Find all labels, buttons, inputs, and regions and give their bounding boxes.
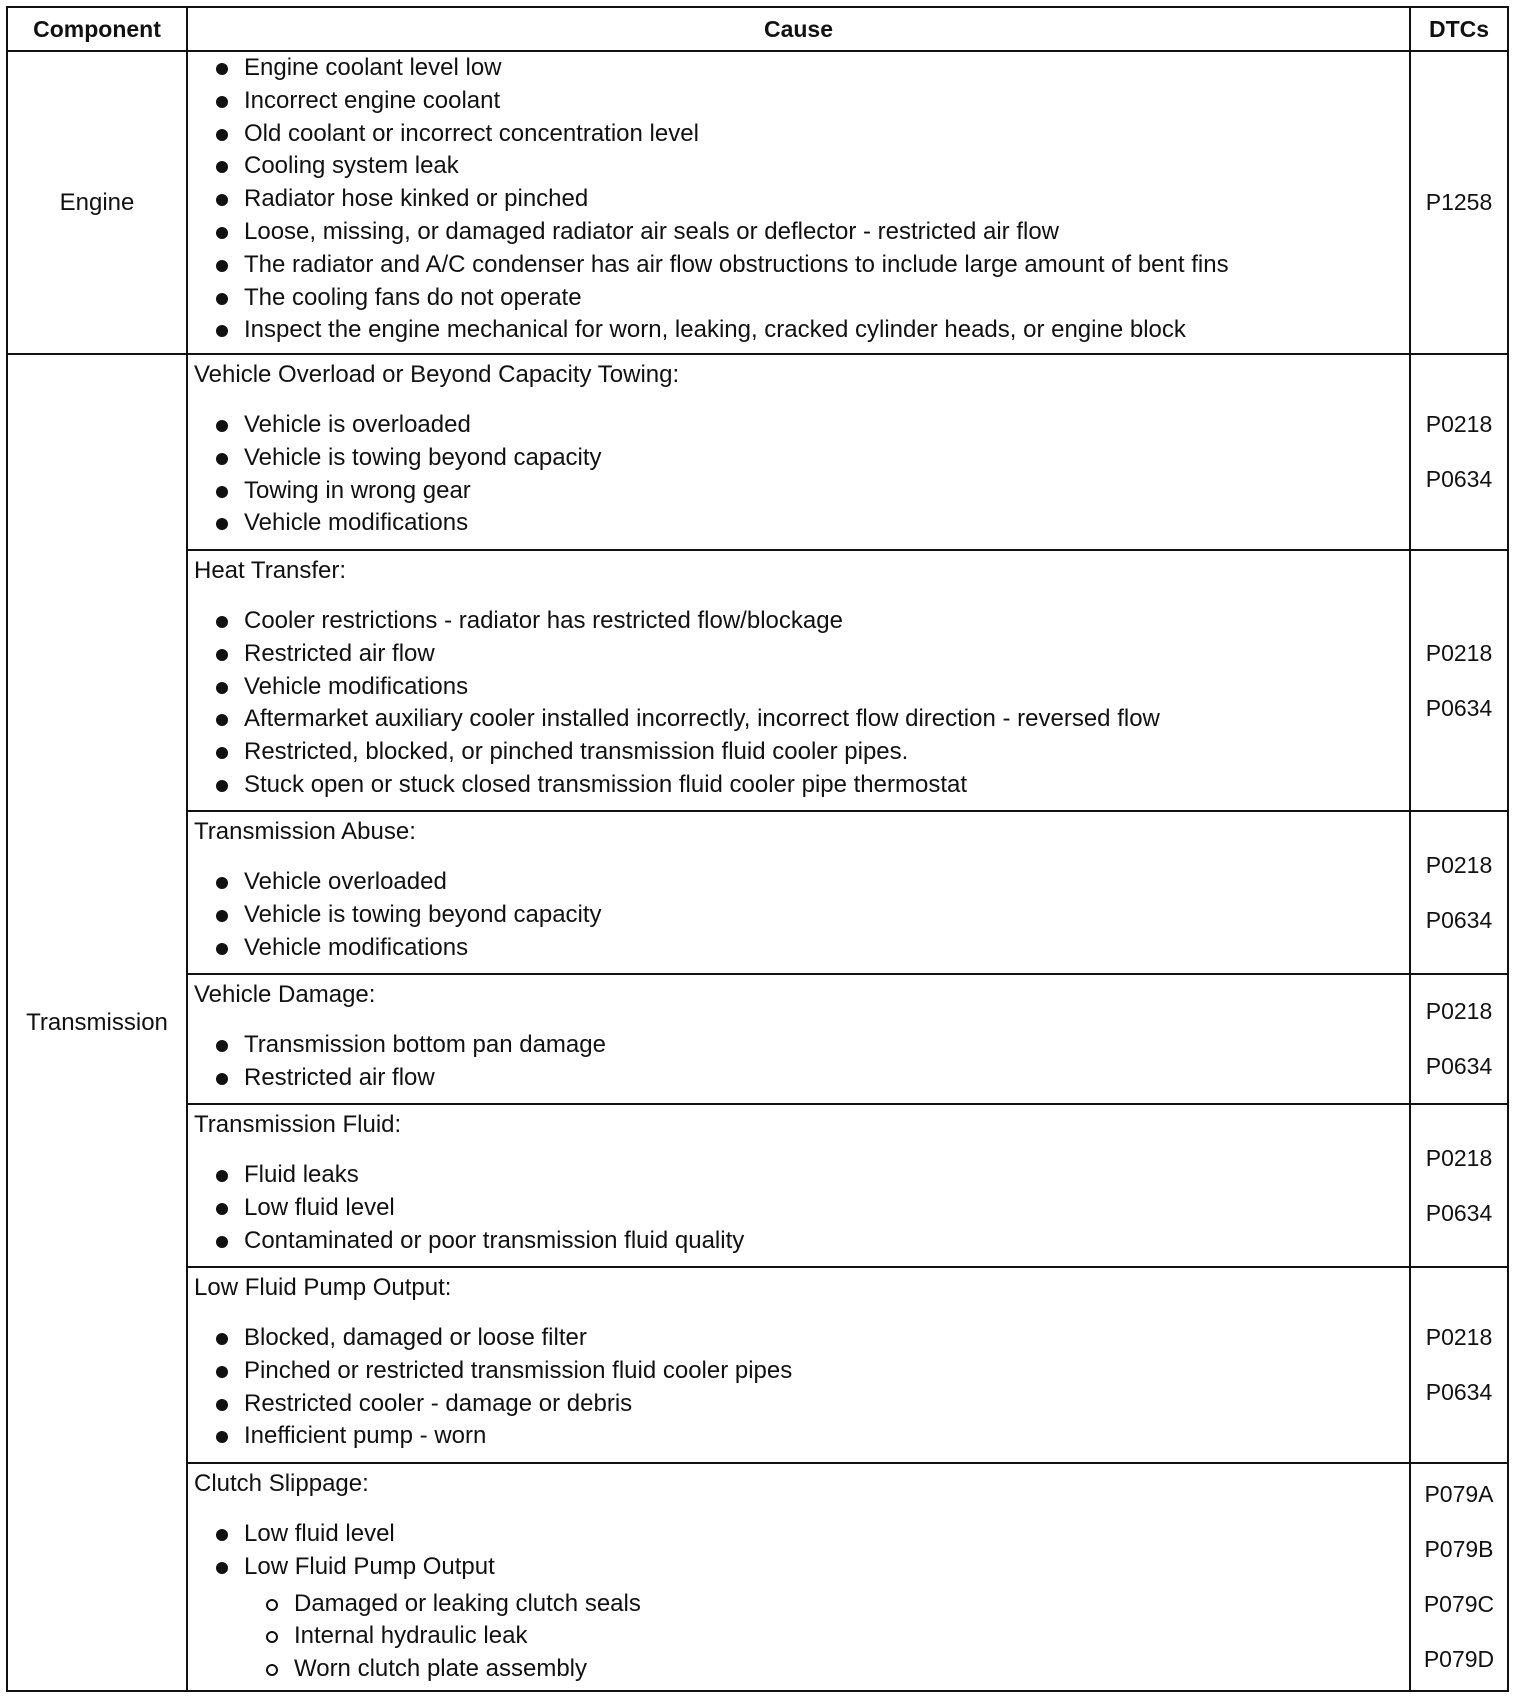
list-item: Aftermarket auxiliary cooler installed incorrectly, incorrect flow direction - reversed flow bbox=[194, 703, 1409, 736]
list-item: Vehicle is overloaded bbox=[194, 409, 1409, 442]
cause-list bbox=[194, 1029, 1409, 1099]
list-item: Pinched or restricted transmission fluid cooler pipes bbox=[194, 1355, 1409, 1388]
dtc-code: P079A bbox=[1424, 1481, 1494, 1507]
engine-cause-list bbox=[194, 52, 1409, 351]
list-item: Inefficient pump - worn bbox=[194, 1420, 1409, 1453]
dtc-code: P0218 bbox=[1425, 411, 1493, 437]
cause-list bbox=[194, 1322, 1409, 1457]
header-row bbox=[7, 7, 1508, 51]
cause-list bbox=[194, 1159, 1409, 1261]
list-item: Old coolant or incorrect concentration level bbox=[194, 118, 1409, 151]
dtc-code: P079B bbox=[1424, 1536, 1494, 1562]
cause-cell bbox=[187, 354, 1410, 550]
transmission-row-abuse bbox=[7, 811, 1508, 974]
sub-list-item: Damaged or leaking clutch seals bbox=[194, 1588, 1409, 1621]
dtc-cell bbox=[1410, 354, 1508, 550]
transmission-row-pump-output bbox=[7, 1267, 1508, 1463]
sub-list-item: Worn clutch plate assembly bbox=[194, 1653, 1409, 1686]
cause-list bbox=[194, 605, 1409, 806]
engine-row bbox=[7, 51, 1508, 354]
dtc-code: P0634 bbox=[1425, 1053, 1493, 1079]
cause-cell bbox=[187, 974, 1410, 1104]
dtc-code: P0218 bbox=[1425, 1324, 1493, 1350]
list-item: The cooling fans do not operate bbox=[194, 282, 1409, 315]
group-title: Vehicle Overload or Beyond Capacity Towing: bbox=[194, 361, 680, 388]
list-item: Blocked, damaged or loose filter bbox=[194, 1322, 1409, 1355]
dtc-code: P0218 bbox=[1425, 639, 1493, 666]
group-title: Vehicle Damage: bbox=[194, 981, 376, 1008]
list-item: The radiator and A/C condenser has air flow obstructions to include large amount of bent fins bbox=[194, 249, 1409, 282]
list-item: Vehicle is towing beyond capacity bbox=[194, 442, 1409, 475]
group-title: Heat Transfer: bbox=[194, 557, 347, 584]
list-item: Low fluid level bbox=[194, 1518, 1409, 1551]
dtc-code: P0634 bbox=[1425, 466, 1493, 492]
list-item: Inspect the engine mechanical for worn, leaking, cracked cylinder heads, or engine block bbox=[194, 314, 1409, 347]
list-item: Cooling system leak bbox=[194, 150, 1409, 183]
transmission-row-overload bbox=[7, 354, 1508, 550]
list-item: Engine coolant level low bbox=[194, 52, 1409, 85]
cause-list bbox=[194, 866, 1409, 968]
list-item: Restricted air flow bbox=[194, 1062, 1409, 1095]
list-item: Vehicle modifications bbox=[194, 671, 1409, 704]
cause-cell bbox=[187, 1463, 1410, 1691]
component-engine: Engine bbox=[7, 51, 187, 354]
dtc-code: P0218 bbox=[1425, 851, 1493, 878]
transmission-row-fluid bbox=[7, 1104, 1508, 1267]
transmission-row-damage bbox=[7, 974, 1508, 1104]
dtc-cell bbox=[1410, 1267, 1508, 1463]
diagnostic-table bbox=[6, 6, 1509, 1692]
list-item: Fluid leaks bbox=[194, 1159, 1409, 1192]
header-dtcs: DTCs bbox=[1410, 7, 1508, 51]
list-item: Restricted air flow bbox=[194, 638, 1409, 671]
engine-causes bbox=[187, 51, 1410, 354]
list-item: Stuck open or stuck closed transmission fluid cooler pipe thermostat bbox=[194, 769, 1409, 802]
cause-cell bbox=[187, 811, 1410, 974]
header-cause: Cause bbox=[187, 7, 1410, 51]
group-title: Low Fluid Pump Output: bbox=[194, 1274, 452, 1301]
group-title: Transmission Fluid: bbox=[194, 1111, 402, 1138]
header-component: Component bbox=[7, 7, 187, 51]
dtc-cell bbox=[1410, 974, 1508, 1104]
cause-list bbox=[194, 409, 1409, 544]
list-item: Vehicle modifications bbox=[194, 932, 1409, 965]
dtc-code: P0634 bbox=[1425, 906, 1493, 933]
cause-list bbox=[194, 1518, 1409, 1588]
engine-dtcs bbox=[1410, 51, 1508, 354]
sub-cause-list bbox=[194, 1588, 1409, 1686]
list-item: Contaminated or poor transmission fluid quality bbox=[194, 1225, 1409, 1258]
dtc-cell bbox=[1410, 1104, 1508, 1267]
dtc-code: P0218 bbox=[1425, 1144, 1493, 1171]
component-transmission: Transmission bbox=[7, 354, 187, 1691]
cause-cell bbox=[187, 1104, 1410, 1267]
sub-list-item: Internal hydraulic leak bbox=[194, 1620, 1409, 1653]
dtc-code: P079C bbox=[1423, 1591, 1495, 1617]
cause-cell bbox=[187, 550, 1410, 811]
list-item: Restricted, blocked, or pinched transmission fluid cooler pipes. bbox=[194, 736, 1409, 769]
dtc-cell bbox=[1410, 550, 1508, 811]
transmission-row-heat-transfer bbox=[7, 550, 1508, 811]
dtc-cell bbox=[1410, 1463, 1508, 1691]
list-item: Incorrect engine coolant bbox=[194, 85, 1409, 118]
dtc-code: P0634 bbox=[1425, 1379, 1493, 1405]
dtc-code: P0218 bbox=[1425, 998, 1493, 1024]
list-item: Loose, missing, or damaged radiator air seals or deflector - restricted air flow bbox=[194, 216, 1409, 249]
transmission-row-clutch-slippage bbox=[7, 1463, 1508, 1691]
list-item: Restricted cooler - damage or debris bbox=[194, 1388, 1409, 1421]
dtc-cell bbox=[1410, 811, 1508, 974]
dtc-code: P1258 bbox=[1425, 189, 1493, 215]
list-item: Cooler restrictions - radiator has restricted flow/blockage bbox=[194, 605, 1409, 638]
list-item: Radiator hose kinked or pinched bbox=[194, 183, 1409, 216]
list-item: Towing in wrong gear bbox=[194, 475, 1409, 508]
list-item: Transmission bottom pan damage bbox=[194, 1029, 1409, 1062]
list-item: Low Fluid Pump Output bbox=[194, 1551, 1409, 1584]
list-item: Vehicle modifications bbox=[194, 507, 1409, 540]
list-item: Vehicle is towing beyond capacity bbox=[194, 899, 1409, 932]
dtc-code: P0634 bbox=[1425, 1199, 1493, 1226]
list-item: Vehicle overloaded bbox=[194, 866, 1409, 899]
list-item: Low fluid level bbox=[194, 1192, 1409, 1225]
group-title: Transmission Abuse: bbox=[194, 818, 416, 845]
dtc-code: P079D bbox=[1423, 1646, 1495, 1672]
dtc-code: P0634 bbox=[1425, 694, 1493, 721]
cause-cell bbox=[187, 1267, 1410, 1463]
group-title: Clutch Slippage: bbox=[194, 1470, 369, 1497]
